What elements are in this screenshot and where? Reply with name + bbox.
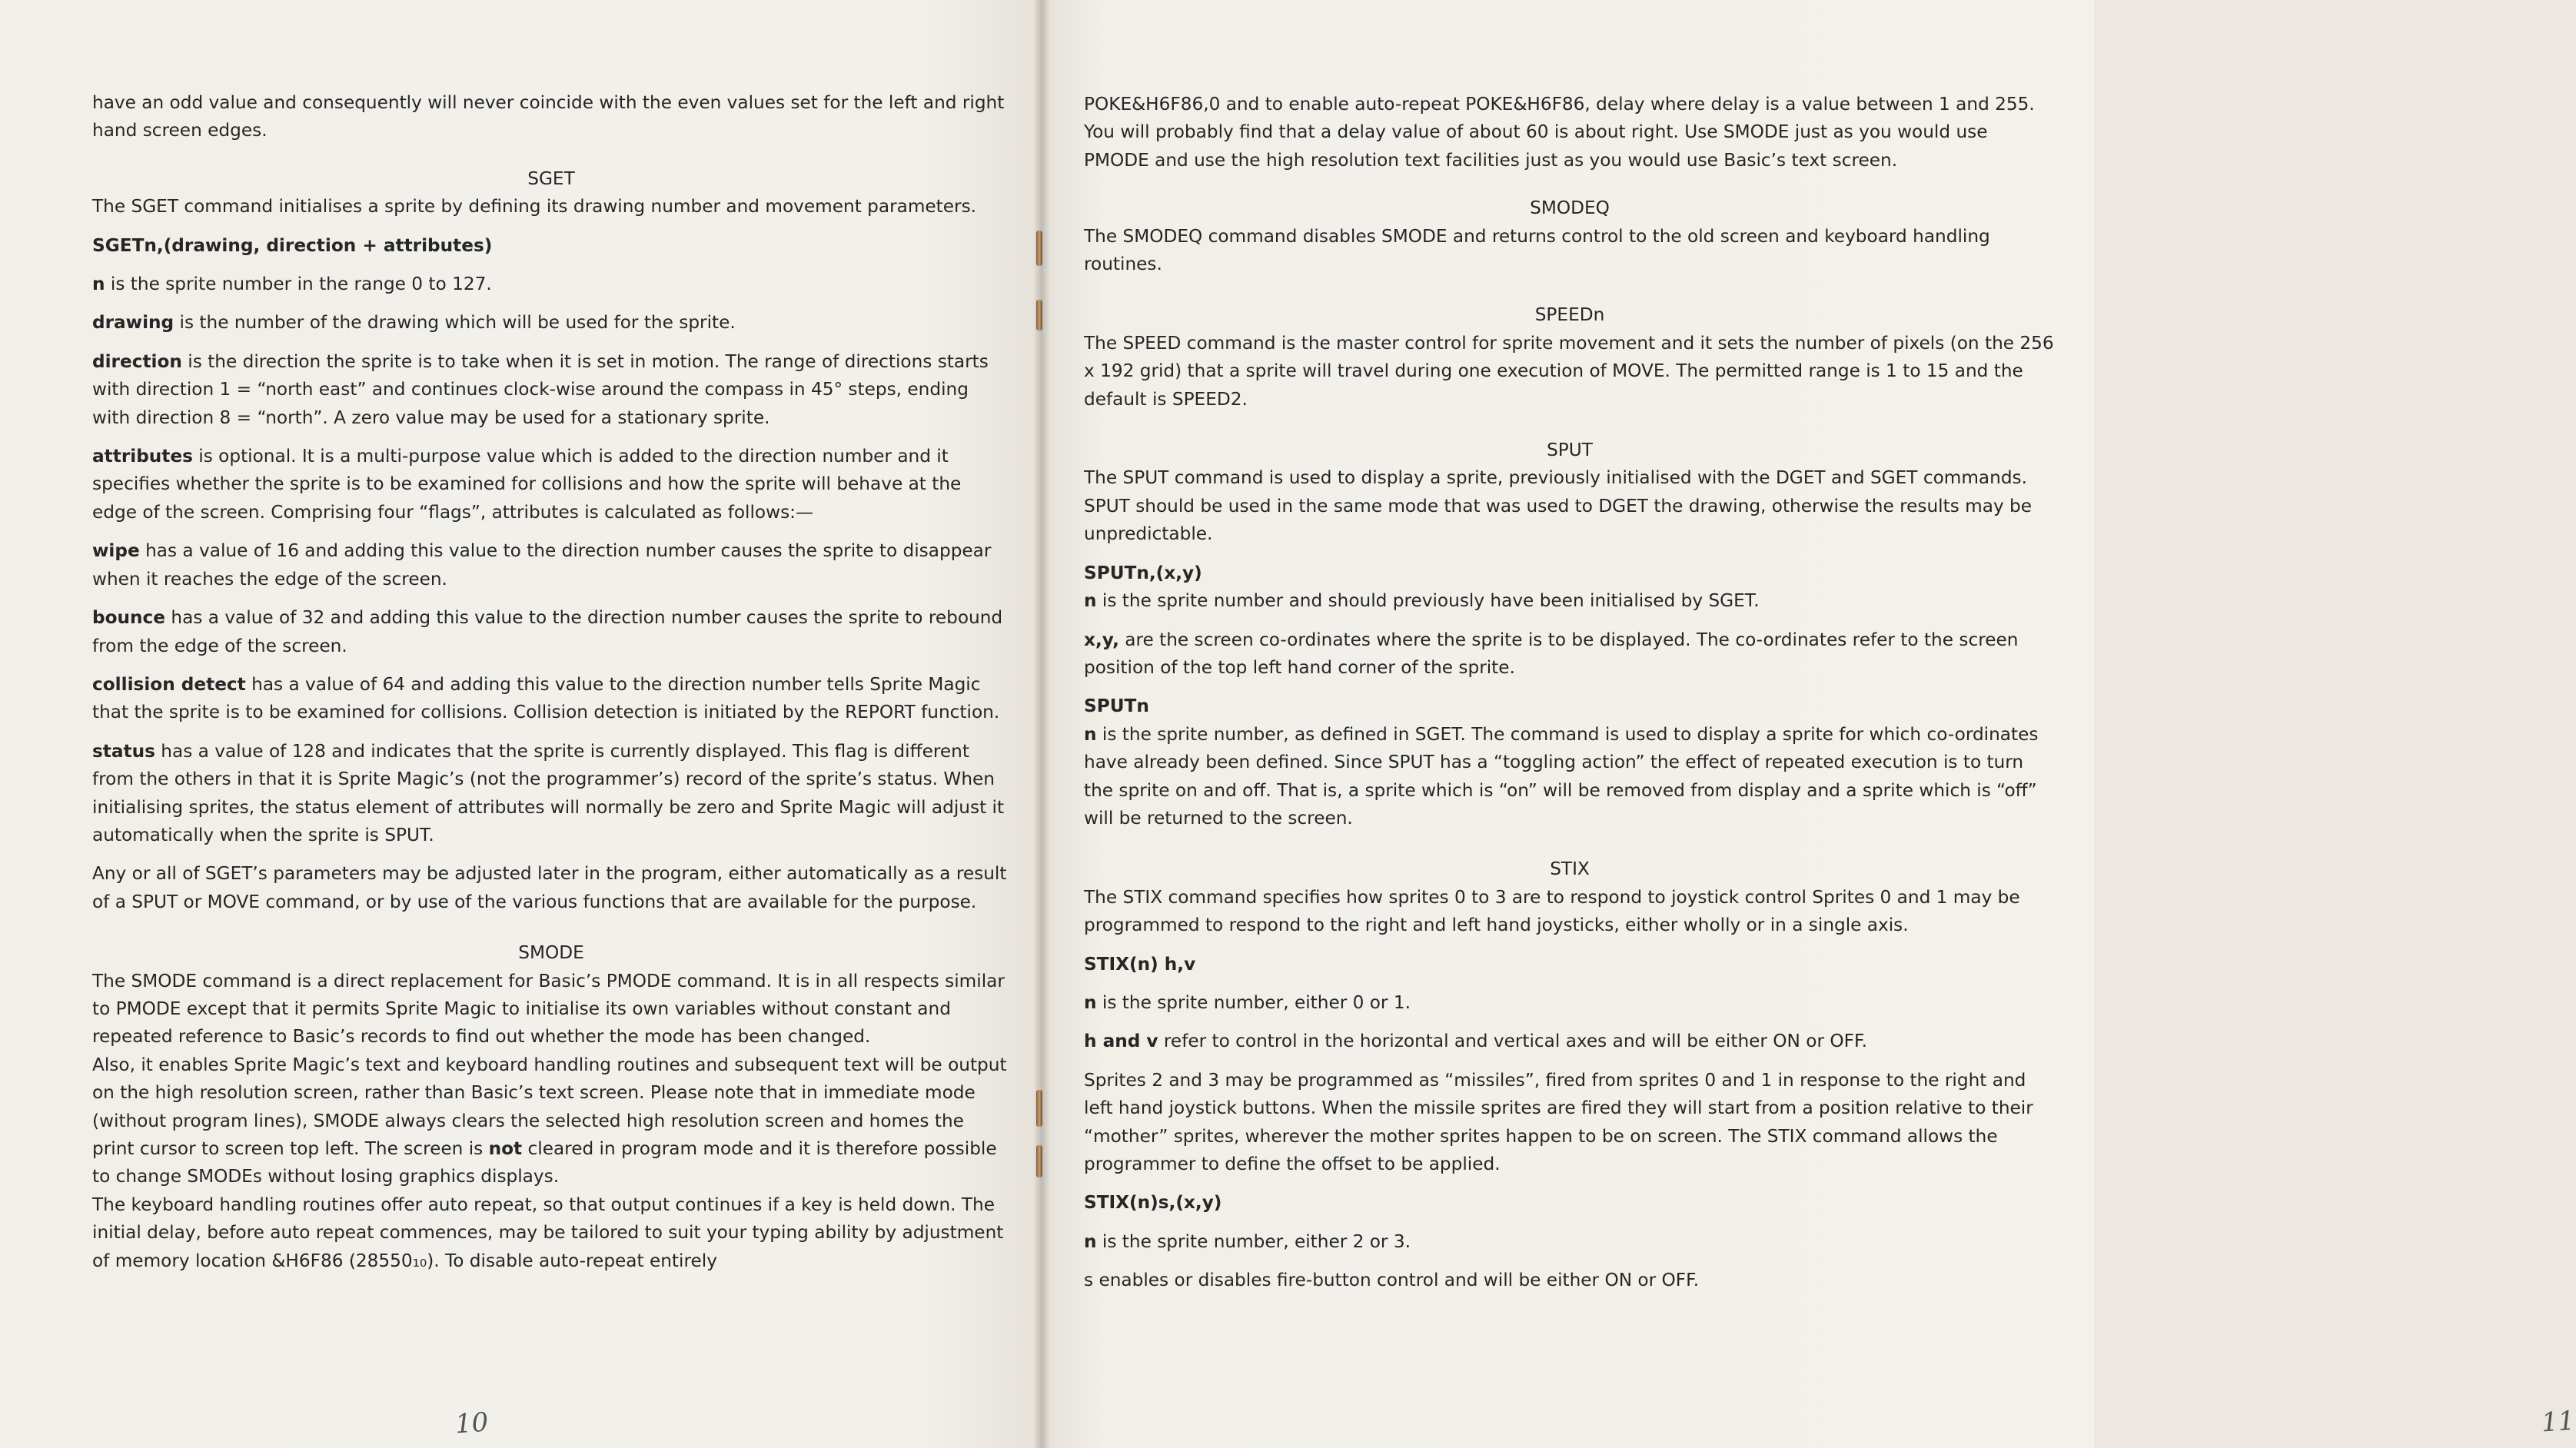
sput-param-n — [1084, 587, 2056, 615]
param-term: drawing — [92, 312, 175, 334]
param-term: s — [1084, 1270, 1094, 1291]
stix-param-n — [1084, 989, 2056, 1017]
stix-heading: STIX — [1550, 859, 1590, 880]
smode-paragraph-1: The SMODE command is a direct replacement for Basic’s PMODE command. It is in all respects similar to PMODE except that it permits Sprite Magic to initialise its own variables without constant and repeated reference to Basic’s records to find out whether the mode has been changed. — [92, 970, 1005, 1048]
binding-gutter — [1033, 0, 1050, 1448]
smode-paragraph-3: The keyboard handling routines offer auto repeat, so that output continues if a key is held down. The initial delay, before auto repeat commences, may be tailored to suit your typing ability by adjustment of memory location &H6F86 (28550₁₀). To disable auto-repeat entirely — [92, 1194, 1004, 1271]
stix-syntax-1: STIX(n) h,v — [1084, 953, 1196, 975]
param-term: n — [1084, 590, 1097, 612]
staple — [1036, 1145, 1042, 1177]
stix-param-s — [1084, 1267, 2056, 1294]
param-text: has a value of 16 and adding this value to the direction number causes the sprite to disappear when it reaches the edge of the screen. — [92, 540, 992, 589]
param-text: is the sprite number, either 0 or 1. — [1096, 991, 1411, 1013]
sput-param-xy — [1084, 626, 2056, 682]
param-text: is the sprite number, as defined in SGET. The command is used to display a sprite for which co-ordinates have already been defined. Since SPUT has a “toggling action” the effect of repeated execution is to turn the sprite on and off. That is, a sprite which is “on” will be removed from display and a sprite which is “off” will be returned to the screen. — [1084, 723, 2039, 829]
staple — [1036, 1090, 1042, 1127]
param-term: h and v — [1084, 1031, 1158, 1052]
staple — [1036, 231, 1042, 266]
smode-text: cleared in program mode and it is therefore possible to change SMODEs without losing graphics displays. — [92, 1138, 997, 1187]
stix-missiles: Sprites 2 and 3 may be programmed as “missiles”, fired from sprites 0 and 1 in response to the right and left hand joystick buttons. When the missile sprites are fired they will start from a position relative to their “mother” sprites, wherever the mother sprites happen to be on screen. The STIX command allows the programmer to define the offset to be applied. — [1084, 1069, 2033, 1174]
flag-status — [92, 738, 1010, 850]
smode-heading: SMODE — [518, 942, 584, 964]
param-term: n — [1084, 723, 1097, 745]
intro-paragraph: have an odd value and consequently will never coincide with the even values set for the left and right hand screen edges. — [92, 92, 1005, 141]
smodeq-heading: SMODEQ — [1530, 198, 1610, 219]
smode-continuation: POKE&H6F86,0 and to enable auto-repeat POKE&H6F86, delay where delay is a value between 1 and 255. You will probably find that a delay value of about 60 is about right. Use SMODE just as you would use PMODE and use the high resolution text facilities just as you would use Basic’s text screen. — [1084, 94, 2035, 171]
stix-description: The STIX command specifies how sprites 0 to 3 are to respond to joystick control Sprites 0 and 1 may be programmed to respond to the right and left hand joysticks, either wholly or in a single axis. — [1084, 886, 2020, 936]
flag-wipe — [92, 537, 1010, 593]
sget-closing: Any or all of SGET’s parameters may be adjusted later in the program, either automatically as a result of a SPUT or MOVE command, or by use of the various functions that are available for the purpose. — [92, 863, 1007, 912]
stix-param-hv — [1084, 1028, 2056, 1055]
speed-heading: SPEEDn — [1534, 304, 1605, 326]
staple — [1036, 300, 1042, 330]
param-text: enables or disables fire-button control and will be either ON or OFF. — [1093, 1270, 1700, 1291]
param-term: bounce — [92, 607, 166, 629]
stix-param-n-2 — [1084, 1228, 2056, 1256]
smode-paragraph-2 — [92, 1051, 1010, 1191]
sget-description: The SGET command initialises a sprite by defining its drawing number and movement parameters. — [92, 196, 977, 218]
param-term: attributes — [92, 446, 193, 467]
left-page — [0, 0, 1041, 1448]
param-term: wipe — [92, 540, 140, 562]
param-text: are the screen co-ordinates where the sprite is to be displayed. The co-ordinates refer to the screen position of the top left hand corner of the sprite. — [1084, 629, 2019, 678]
page-number-right: 11 — [2540, 1405, 2576, 1439]
sput-heading: SPUT — [1547, 440, 1593, 461]
param-drawing — [92, 309, 1010, 337]
param-text: has a value of 32 and adding this value to the direction number causes the sprite to rebound from the edge of the screen. — [92, 607, 1003, 656]
param-text: is the sprite number, either 2 or 3. — [1096, 1230, 1411, 1252]
speed-description: The SPEED command is the master control for sprite movement and it sets the number of pixels (on the 256 x 192 grid) that a sprite will travel during one execution of MOVE. The permitted range is 1 to 15 and the default is SPEED2. — [1084, 332, 2054, 410]
sput-syntax-1: SPUTn,(x,y) — [1084, 562, 1202, 583]
param-text: is the sprite number and should previously have been initialised by SGET. — [1096, 590, 1760, 612]
sget-syntax: SGETn,(drawing, direction + attributes) — [92, 234, 493, 256]
param-n — [92, 271, 1010, 298]
smode-text: Also, it enables Sprite Magic’s text and keyboard handling routines and subsequent text will be output on the high resolution screen, rather than Basic’s text screen. Please note that in immediate mode (without program lines), SMODE always clears the selected high resolution screen and homes the print cursor to screen top left. The screen is — [92, 1054, 1007, 1159]
param-term: n — [92, 274, 105, 295]
smodeq-description: The SMODEQ command disables SMODE and returns control to the old screen and keyboard handling routines. — [1084, 225, 1990, 275]
sput-syntax-2: SPUTn — [1084, 696, 1149, 717]
param-text: has a value of 128 and indicates that the sprite is currently displayed. This flag is different from the others in that it is Sprite Magic’s (not the programmer’s) record of the sprite’s status. When initialising sprites, the status element of attributes will normally be zero and Sprite Magic will adjust it automatically when the sprite is SPUT. — [92, 740, 1005, 845]
param-attributes — [92, 443, 1010, 526]
param-term: x,y, — [1084, 629, 1119, 650]
param-text: is optional. It is a multi-purpose value which is added to the direction number and it specifies whether the sprite is to be examined for collisions and how the sprite will behave at the edge of the screen. Comprising four “flags”, attributes is calculated as follows:— — [92, 446, 962, 523]
param-text: refer to control in the horizontal and vertical axes and will be either ON or OFF. — [1158, 1031, 1867, 1052]
flag-bounce — [92, 604, 1010, 660]
page-number-left: 10 — [454, 1406, 490, 1440]
param-term: n — [1084, 991, 1097, 1013]
sget-heading: SGET — [527, 168, 575, 189]
flag-collision-detect — [92, 671, 1010, 727]
param-term: status — [92, 740, 155, 762]
param-direction — [92, 348, 1010, 432]
param-term: collision detect — [92, 673, 246, 695]
param-text: has a value of 64 and adding this value to the direction number tells Sprite Magic that the sprite is to be examined for collisions. Collision detection is initiated by the REPORT function. — [92, 673, 1000, 723]
emphasis-not: not — [488, 1138, 523, 1159]
sput-param-n-2 — [1084, 721, 2056, 833]
param-text: is the number of the drawing which will be used for the sprite. — [174, 312, 736, 334]
right-page — [1041, 0, 2576, 1448]
param-term: direction — [92, 350, 182, 372]
param-term: n — [1084, 1230, 1097, 1252]
stix-syntax-2: STIX(n)s,(x,y) — [1084, 1192, 1222, 1214]
param-text: is the sprite number in the range 0 to 127. — [105, 274, 492, 295]
sput-description: The SPUT command is used to display a sprite, previously initialised with the DGET and SGET commands. SPUT should be used in the same mode that was used to DGET the drawing, otherwise the results may be unpredictable. — [1084, 467, 2033, 545]
param-text: is the direction the sprite is to take when it is set in motion. The range of directions starts with direction 1 = “north east” and continues clock-wise around the compass in 45° steps, ending with direction 8 = “north”. A zero value may be used for a stationary sprite. — [92, 350, 989, 428]
